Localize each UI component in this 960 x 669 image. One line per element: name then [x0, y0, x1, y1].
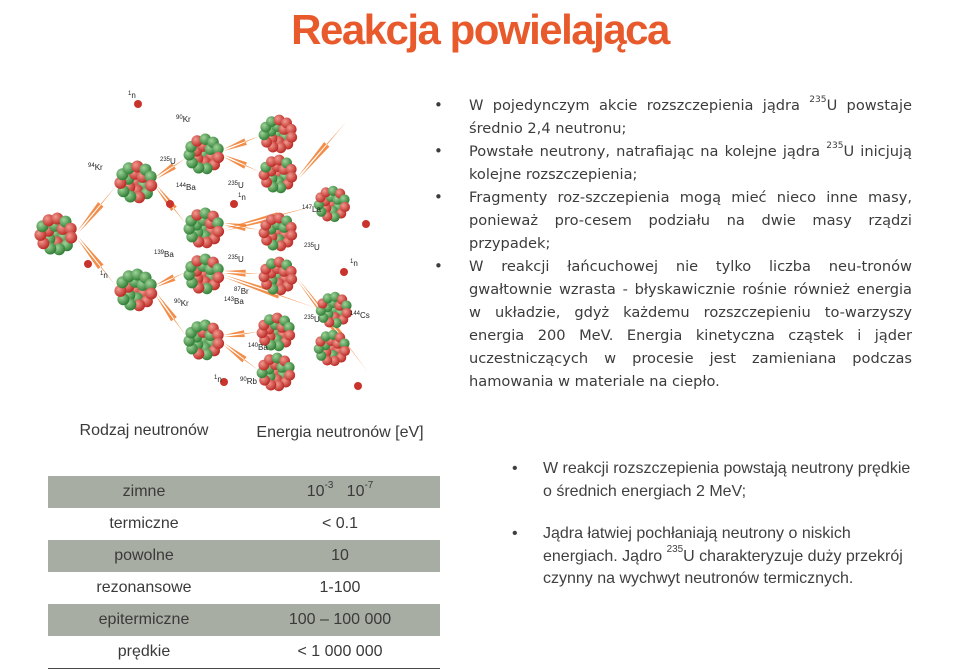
fission-arrow — [224, 136, 260, 151]
isotope-label: $^{90}$Kr — [176, 115, 191, 124]
bottom-bullet-list — [512, 458, 912, 591]
fission-arrow — [224, 270, 260, 277]
neutron-dot — [354, 382, 362, 390]
isotope-label: $^{235}$U — [304, 315, 320, 324]
isotope-label: $^{147}$La — [302, 205, 321, 214]
isotope-label: $^{144}$Ba — [176, 183, 196, 192]
isotope-label: $^{143}$Ba — [224, 297, 244, 306]
header-energy: Energia neutronów [eV] — [256, 424, 424, 441]
nucleus — [114, 269, 157, 312]
neutron-dot — [84, 260, 92, 268]
cell-energy: 100 – 100 000 — [288, 611, 392, 628]
isotope-label: $^{140}$Ba — [248, 343, 268, 352]
bullet-item: • Jądra łatwiej pochłaniają neutrony o niskich energiach. Jądro $^{235}$U charakteryzuje duży przekrój czynny na wychwyt neutronów termicznych. — [512, 523, 912, 591]
neutron-dot — [134, 100, 142, 108]
table-row — [48, 604, 440, 636]
neutron-dot — [166, 200, 174, 208]
isotope-label: $^{87}$Br — [234, 287, 249, 296]
neutron-label: $^1$n — [238, 193, 246, 202]
bullet-item: • W reakcji łańcuchowej nie tylko liczba neu-tronów gwałtownie wzrasta - błyskawicznie rośnie również energia w układzie, gdyż każdemu rozszczepieniu to-warzyszy energia 200 MeV. Energia kinetyczna cząstek i jąder uczestniczących w procesie jest zamieniana podczas hamowania w materiale na ciepło. — [432, 255, 912, 393]
table-row — [48, 476, 440, 508]
isotope-label: $^{139}$Ba — [154, 250, 174, 259]
nucleus — [184, 254, 225, 295]
neutron-energy-table — [48, 414, 440, 669]
nucleus — [184, 320, 225, 361]
cell-type: epitermiczne — [98, 611, 190, 628]
table-row — [48, 540, 440, 572]
nucleus — [314, 186, 350, 222]
isotope-label: $^{235}$U — [304, 243, 320, 252]
isotope-label: $^{235}$U — [228, 255, 244, 264]
nuclei-group — [34, 115, 352, 392]
neutron-dot — [340, 268, 348, 276]
fission-arrow — [297, 122, 346, 179]
top-bullet-list — [432, 94, 912, 393]
nucleus — [259, 115, 298, 154]
fission-arrow — [224, 330, 258, 337]
neutron-label: $^1$n — [350, 259, 358, 268]
nucleus — [257, 353, 296, 392]
isotope-label: $^{235}$U — [228, 181, 244, 190]
bullet-item: • W pojedynczym akcie rozszczepienia jądra $^{235}$U powstaje średnio 2,4 neutronu; — [432, 94, 912, 140]
nucleus — [34, 213, 77, 256]
neutron-label: $^1$n — [128, 91, 136, 100]
cell-type: powolne — [114, 547, 174, 564]
cell-type: prędkie — [117, 643, 171, 660]
isotope-label: $^{90}$Rb — [240, 377, 257, 386]
neutron-label: $^1$n — [100, 271, 108, 280]
nucleus — [314, 330, 350, 366]
cell-energy: < 0.1 — [321, 515, 359, 532]
cell-energy: < 1 000 000 — [297, 643, 383, 660]
nucleus — [184, 134, 225, 175]
bullet-item: • W reakcji rozszczepienia powstają neutrony prędkie o średnich energiach 2 MeV; — [512, 458, 912, 503]
header-type: Rodzaj neutronów — [79, 422, 209, 439]
fission-arrow — [224, 155, 260, 172]
page-title: Reakcja powielająca — [291, 6, 669, 53]
isotope-label: $^{90}$Kr — [174, 299, 189, 308]
isotope-label: $^{235}$U — [160, 157, 176, 166]
bullet-item: • Fragmenty roz-szczepienia mogą mieć nieco inne masy, ponieważ pro-cesem podziału na dwie masy rządzi przypadek; — [432, 186, 912, 255]
cell-energy: 1-100 — [319, 579, 361, 596]
bullet-item: • Powstałe neutrony, natrafiając na kolejne jądra $^{235}$U inicjują kolejne rozszczepienia; — [432, 140, 912, 186]
nucleus — [316, 292, 352, 328]
fission-arrow — [156, 272, 186, 287]
cell-type: zimne — [122, 483, 166, 500]
table-header — [48, 414, 440, 476]
chain-reaction-diagram — [28, 82, 400, 394]
fission-arrow — [77, 186, 116, 233]
neutron-dot — [362, 220, 370, 228]
isotope-label: $^{94}$Kr — [88, 163, 103, 172]
fission-arrow — [77, 237, 116, 286]
table-row — [48, 572, 440, 604]
table-row — [48, 636, 440, 668]
neutron-dot — [230, 200, 238, 208]
nucleus — [114, 161, 157, 204]
cell-type: rezonansowe — [96, 579, 192, 596]
nucleus — [184, 208, 225, 249]
neutron-label: $^1$n — [214, 375, 222, 384]
table-row — [48, 508, 440, 540]
isotope-label: $^{144}$Cs — [350, 311, 370, 320]
nucleus — [259, 155, 298, 194]
cell-energy: $10^{-3}$ $10^{-7}$ — [306, 479, 374, 500]
cell-type: termiczne — [109, 515, 179, 532]
cell-energy: 10 — [331, 547, 349, 564]
